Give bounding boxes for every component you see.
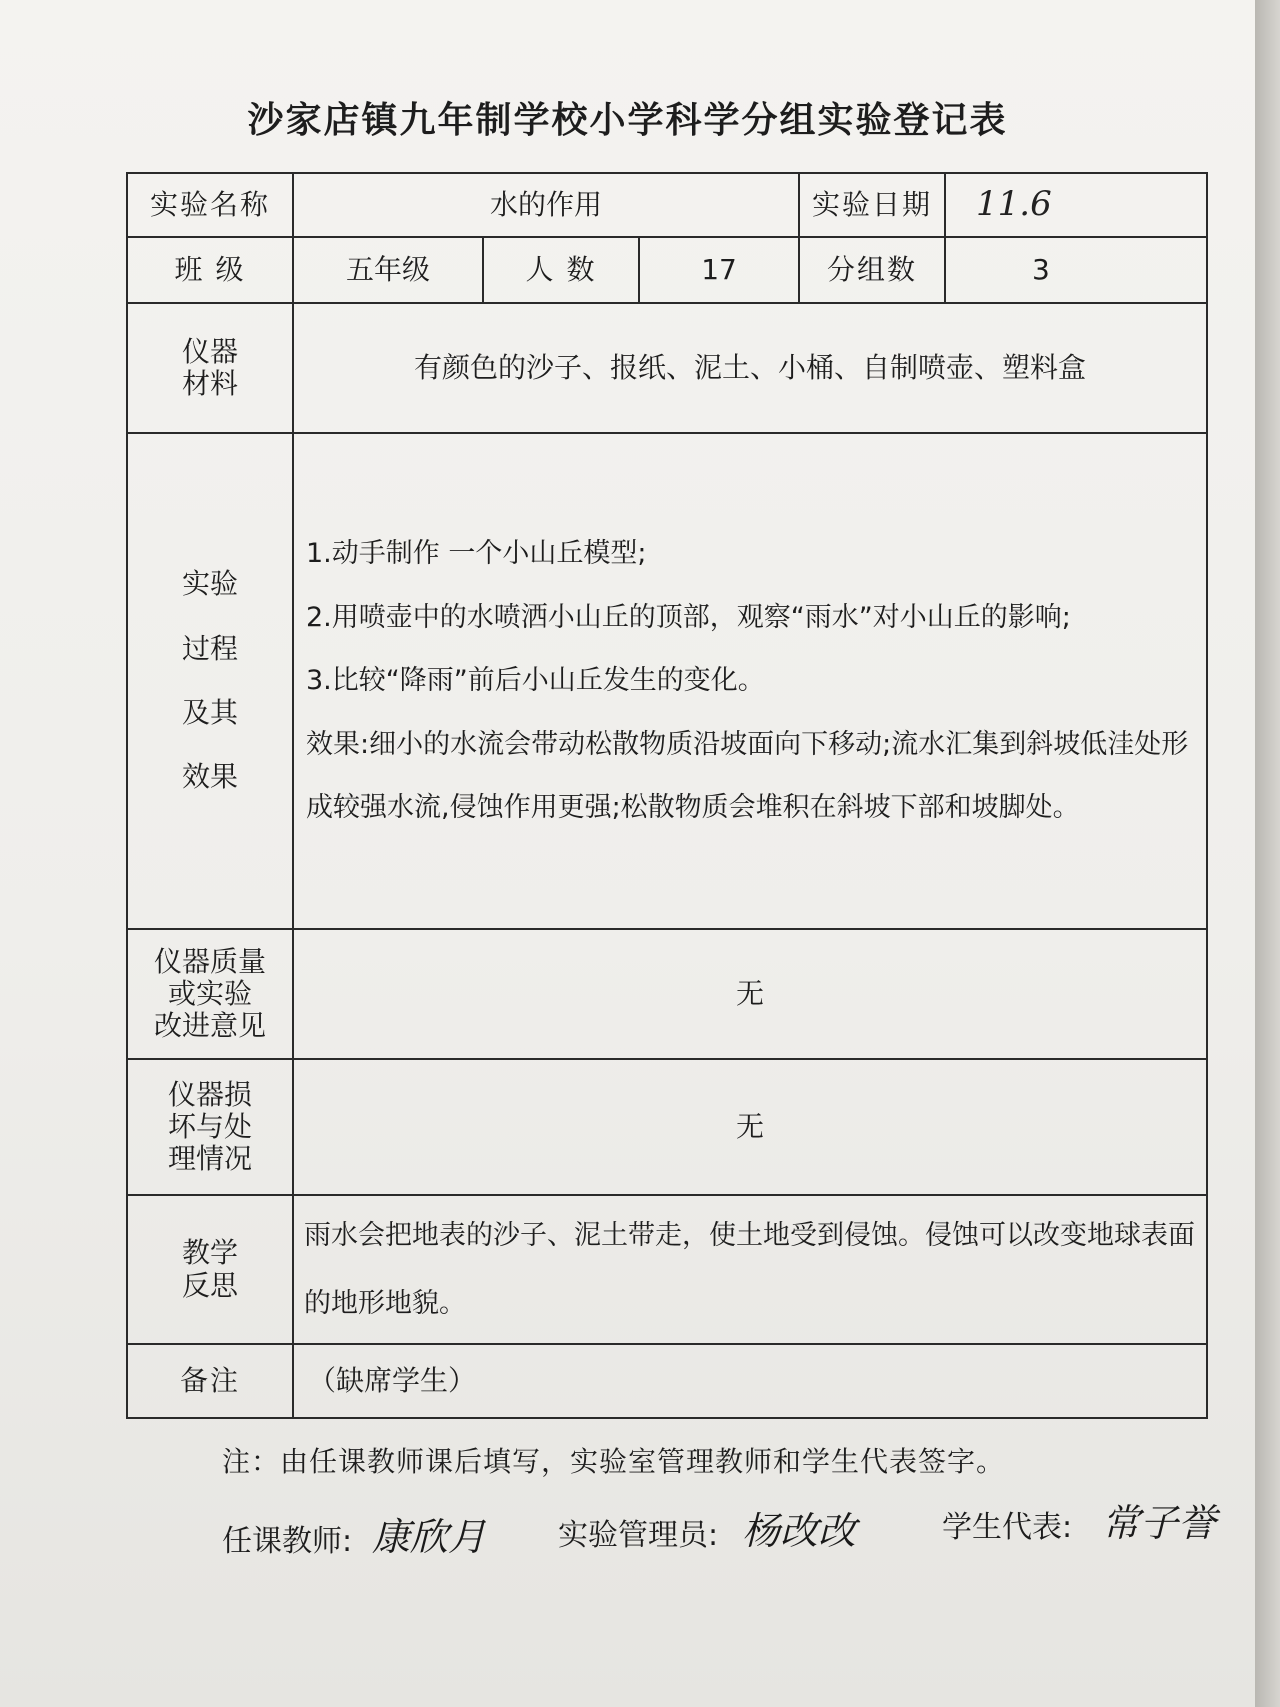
reflection-value: 雨水会把地表的沙子、泥土带走，使土地受到侵蚀。侵蚀可以改变地球表面的地形地貌。 bbox=[293, 1195, 1207, 1344]
people-value: 17 bbox=[639, 237, 799, 303]
quality-value: 无 bbox=[293, 929, 1207, 1059]
form-title: 沙家店镇九年制学校小学科学分组实验登记表 bbox=[247, 100, 1008, 141]
row-materials bbox=[127, 303, 1207, 433]
materials-label-line1: 仪器 bbox=[181, 334, 238, 368]
experiment-name-label: 实验名称 bbox=[127, 173, 293, 237]
damage-value: 无 bbox=[293, 1059, 1207, 1195]
reflection-label-line1: 教学 bbox=[181, 1236, 238, 1270]
damage-label-line1: 仪器损 bbox=[167, 1077, 252, 1111]
quality-label-line2: 或实验 bbox=[167, 976, 252, 1010]
experiment-name-value: 水的作用 bbox=[293, 173, 799, 237]
process-label bbox=[127, 433, 293, 929]
paper-edge bbox=[1255, 0, 1280, 1707]
teacher-signature: 康欣月 bbox=[372, 1515, 487, 1559]
remarks-label: 备注 bbox=[127, 1344, 293, 1418]
groups-label: 分组数 bbox=[799, 237, 945, 303]
row-experiment-name bbox=[127, 173, 1207, 237]
process-step-2: 2.用喷壶中的水喷洒小山丘的顶部，观察“雨水”对小山丘的影响; bbox=[306, 601, 1071, 633]
quality-label-line1: 仪器质量 bbox=[153, 944, 266, 978]
student-label: 学生代表: bbox=[942, 1510, 1073, 1545]
registration-table bbox=[126, 172, 1208, 1419]
process-label-line4: 效果 bbox=[181, 760, 238, 794]
groups-value: 3 bbox=[945, 237, 1207, 303]
damage-label-line3: 理情况 bbox=[167, 1142, 252, 1176]
damage-label-line2: 坏与处 bbox=[167, 1109, 252, 1143]
student-signature: 常子誉 bbox=[1102, 1501, 1217, 1545]
class-value: 五年级 bbox=[293, 237, 483, 303]
process-label-line2: 过程 bbox=[181, 631, 238, 665]
quality-label bbox=[127, 929, 293, 1059]
remarks-value: （缺席学生） bbox=[293, 1344, 1207, 1418]
teacher-label: 任课教师: bbox=[222, 1524, 353, 1559]
materials-label-line2: 材料 bbox=[181, 367, 238, 400]
reflection-label bbox=[127, 1195, 293, 1344]
process-label-line1: 实验 bbox=[181, 567, 238, 601]
materials-label bbox=[127, 303, 293, 433]
row-process bbox=[127, 433, 1207, 929]
class-label: 班 级 bbox=[127, 237, 293, 303]
materials-value: 有颜色的沙子、报纸、泥土、小桶、自制喷壶、塑料盒 bbox=[293, 303, 1207, 433]
admin-signature: 杨改改 bbox=[742, 1509, 857, 1553]
admin-label: 实验管理员: bbox=[558, 1518, 719, 1553]
process-content bbox=[293, 433, 1207, 929]
damage-label bbox=[127, 1059, 293, 1195]
people-label: 人 数 bbox=[483, 237, 639, 303]
row-remarks bbox=[127, 1344, 1207, 1418]
process-step-3: 3.比较“降雨”前后小山丘发生的变化。 bbox=[306, 665, 765, 697]
reflection-label-line2: 反思 bbox=[181, 1268, 238, 1302]
process-step-1: 1.动手制作 一个小山丘模型; bbox=[306, 538, 647, 570]
row-quality bbox=[127, 929, 1207, 1059]
process-effect: 效果:细小的水流会带动松散物质沿坡面向下移动;流水汇集到斜坡低洼处形成较强水流,侵蚀作用更强;松散物质会堆积在斜坡下部和坡脚处。 bbox=[306, 728, 1189, 824]
date-value: 11.6 bbox=[976, 184, 1052, 225]
footnote: 注：由任课教师课后填写，实验室管理教师和学生代表签字。 bbox=[222, 1445, 1006, 1478]
row-damage bbox=[127, 1059, 1207, 1195]
quality-label-line3: 改进意见 bbox=[153, 1009, 266, 1043]
row-class bbox=[127, 237, 1207, 303]
row-reflection bbox=[127, 1195, 1207, 1344]
process-label-line3: 及其 bbox=[181, 696, 238, 729]
date-label: 实验日期 bbox=[799, 173, 945, 237]
